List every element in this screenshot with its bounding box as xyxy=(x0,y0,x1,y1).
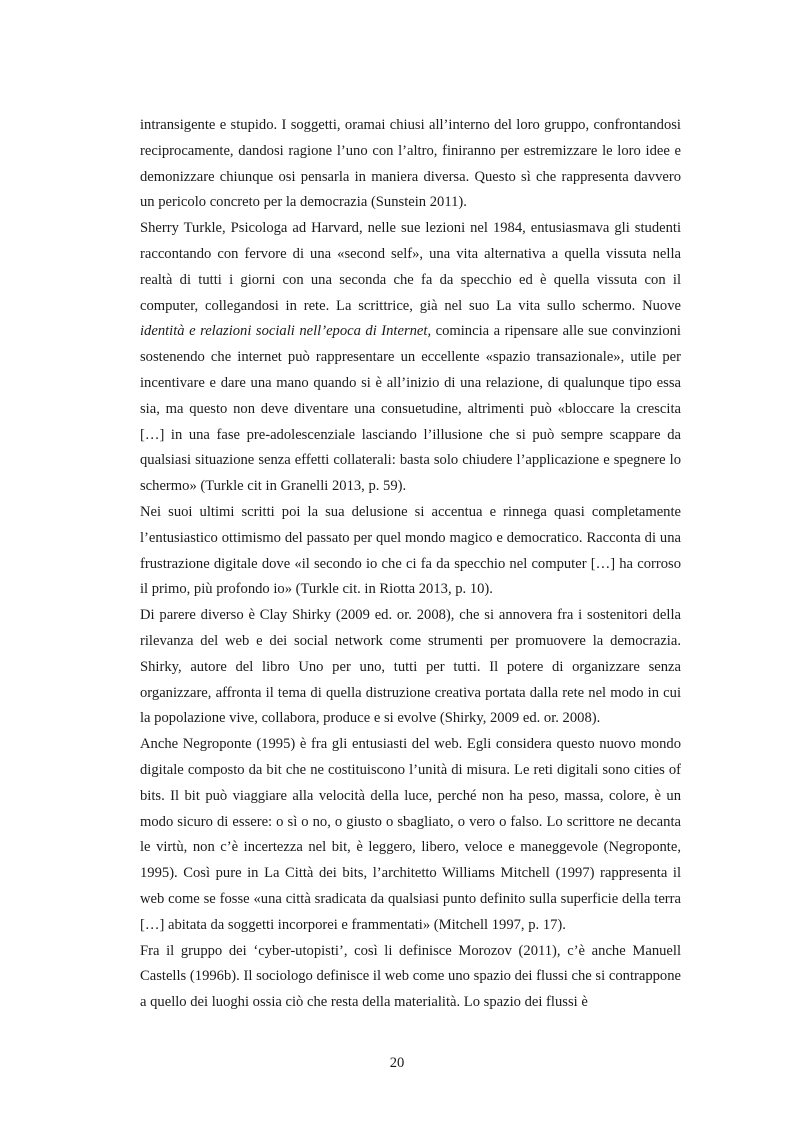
paragraph-shirky: Di parere diverso è Clay Shirky (2009 ed. or. 2008), che si annovera fra i sostenitori della rilevanza del web e dei social network come strumenti per promuovere la democrazia. Shirky, autore del libro Uno per uno, tutti per tutti. Il potere di organizzare senza organizzare, affronta il tema di quella distruzione creativa portata dalla rete nel modo in cui la popolazione vive, collabora, produce e si evolve (Shirky, 2009 ed. or. 2008). xyxy=(140,607,681,727)
paragraph-turkle xyxy=(140,216,681,500)
paragraph-negroponte: Anche Negroponte (1995) è fra gli entusiasti del web. Egli considera questo nuovo mondo digitale composto da bit che ne costituiscono l’unità di misura. Le reti digitali sono cities of bits. Il bit può viaggiare alla velocità della luce, perché non ha peso, massa, colore, è un modo sicuro di essere: o sì o no, o giusto o sbagliato, o vero o falso. Lo scrittore ne decanta le virtù, non c’è incertezza nel bit, è leggero, libero, veloce e maneggevole (Negroponte, 1995). Così pure in La Città dei bits, l’architetto Williams Mitchell (1997) rappresenta il web come se fosse «una città sradicata da qualsiasi punto definito sulla superficie della terra […] abitata da soggetti incorporei e frammentati» (Mitchell 1997, p. 17). xyxy=(140,736,681,933)
page-number: 20 xyxy=(389,1055,405,1071)
paragraph-castells: Fra il gruppo dei ‘cyber-utopisti’, così li definisce Morozov (2011), c’è anche Manuell Castells (1996b). Il sociologo definisce il web come uno spazio dei flussi che si contrappone a quello dei luoghi ossia ciò che resta della materialità. Lo spazio dei flussi è xyxy=(140,942,681,1011)
paragraph-turkle-part2: comincia a ripensare alle sue convinzioni sostenendo che internet può rappresentare un eccellente «spazio transazionale», utile per incentivare e dare una mano quando si è all’inizio di una relazione, di qualunque tipo essa sia, ma questo non deve diventare una consuetudine, altrimenti può «bloccare la crescita […] in una fase pre-adolescenziale lasciando l’illusione che si può sempre scappare da qualsiasi situazione senza effetti collaterali: basta solo chiudere l’applicazione e spegnere lo schermo» (Turkle cit in Granelli 2013, p. 59). xyxy=(140,323,681,495)
book-title-italic: identità e relazioni sociali nell’epoca di Internet, xyxy=(140,323,432,340)
paragraph-turkle-delusion: Nei suoi ultimi scritti poi la sua delusione si accentua e rinnega quasi completamente l’entusiastico ottimismo del passato per quel mondo magico e democratico. Racconta di una frustrazione digitale dove «il secondo io che ci fa da specchio nel computer […] ha corroso il primo, più profondo io» (Turkle cit. in Riotta 2013, p. 10). xyxy=(140,503,681,598)
body-text xyxy=(140,113,681,1016)
paragraph-sunstein: intransigente e stupido. I soggetti, oramai chiusi all’interno del loro gruppo, confrontandosi reciprocamente, dandosi ragione l’uno con l’altro, finiranno per estremizzare le loro idee e demonizzare chiunque osi pensarla in maniera diversa. Questo sì che rappresenta davvero un pericolo concreto per la democrazia (Sunstein 2011). xyxy=(140,117,681,211)
paragraph-turkle-part1: Sherry Turkle, Psicologa ad Harvard, nelle sue lezioni nel 1984, entusiasmava gli studenti raccontando con fervore di una «second self», una vita alternativa a quella vissuta nella realtà di tutti i giorni con una seconda che fa da specchio ed è quella vissuta con il computer, collegandosi in rete. La scrittrice, già nel suo La vita sullo schermo. Nuove xyxy=(140,220,681,314)
